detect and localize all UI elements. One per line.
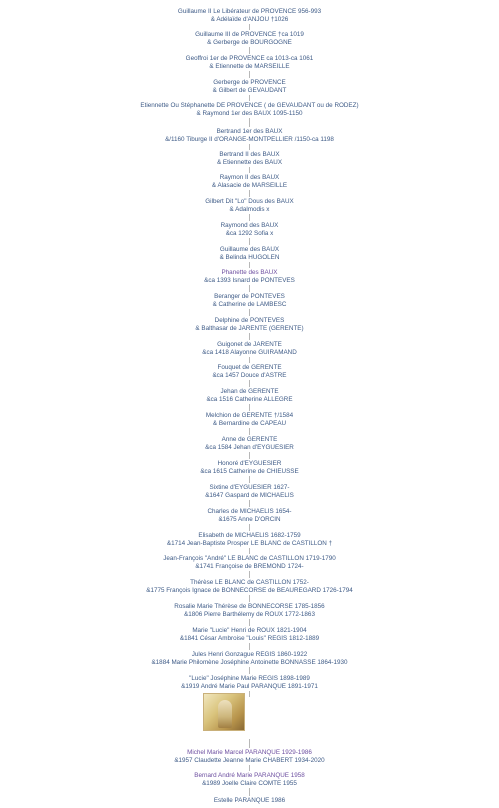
person-line[interactable]: Gilbert Dit "Lo" Dous des BAUX — [205, 198, 294, 205]
spouse-line[interactable]: &1989 Joelle Claire COMTE 1955 — [202, 779, 297, 787]
person-line[interactable]: Guillaume des BAUX — [219, 246, 280, 253]
generation-block — [0, 79, 499, 94]
generation-block — [0, 603, 499, 618]
lineage-connector — [249, 190, 250, 197]
spouse-line[interactable]: &1741 Françoise de BREMOND 1724- — [195, 562, 304, 570]
person-line[interactable]: Guigonet de JARENTE — [217, 341, 282, 348]
lineage-connector — [249, 765, 250, 771]
generation-block — [0, 412, 499, 427]
spouse-line[interactable]: &1806 Pierre Barthélemy de ROUX 1772-1863 — [184, 610, 315, 618]
person-line[interactable]: Gerberge de PROVENCE — [213, 79, 286, 86]
spouse-line[interactable]: & Etiennette de MARSEILLE — [209, 62, 290, 70]
person-line[interactable]: Fouquet de GERENTE — [217, 364, 282, 371]
person-line[interactable]: Anne de GERENTE — [221, 436, 278, 443]
person-line[interactable]: Honoré d'EYGUESIER — [217, 460, 282, 467]
person-line[interactable]: Guillaume II Le Libérateur de PROVENCE 956-993 — [177, 8, 322, 15]
spouse-line[interactable]: & Adalmodis x — [229, 205, 270, 213]
generation-block — [0, 293, 499, 308]
generation-block — [0, 388, 499, 403]
generation-block — [0, 532, 499, 547]
person-line[interactable]: Bernard André Marie PARANQUE 1958 — [194, 772, 305, 779]
generation-block — [0, 508, 499, 523]
lineage-connector — [249, 500, 250, 507]
lineage-connector — [249, 333, 250, 340]
lineage-connector — [249, 71, 250, 78]
spouse-line[interactable]: &ca 1418 Alayonne GUIRAMAND — [202, 348, 297, 356]
person-line[interactable]: Jehan de GERENTE — [220, 388, 279, 395]
spouse-line[interactable]: &1675 Anne D'ORCIN — [218, 515, 281, 523]
person-line[interactable]: Etiennette Ou Stéphanette DE PROVENCE ( de GEVAUDANT ou de RODEZ) — [140, 102, 359, 109]
generation-block — [0, 246, 499, 261]
person-line[interactable]: Geoffroi 1er de PROVENCE ca 1013-ca 1061 — [185, 55, 314, 62]
spouse-line[interactable]: &1714 Jean-Baptiste Prosper LE BLANC de CASTILLON † — [166, 539, 333, 547]
lineage-connector — [249, 667, 250, 674]
person-line[interactable]: Michel Marie Marcel PARANQUE 1929-1986 — [187, 749, 312, 756]
lineage-connector — [249, 571, 250, 578]
generation-block — [0, 484, 499, 499]
person-line[interactable]: Estelle PARANQUE 1986 — [213, 797, 286, 804]
lineage-connector — [249, 95, 250, 101]
generation-block — [0, 460, 499, 475]
lineage-connector — [249, 214, 250, 221]
lineage-connector — [249, 262, 250, 268]
person-line[interactable]: Bertrand II des BAUX — [219, 151, 280, 158]
lineage-connector — [249, 476, 250, 483]
spouse-line[interactable]: &ca 1292 Sofia x — [225, 229, 274, 237]
person-line[interactable]: Charles de MICHAELIS 1654- — [207, 508, 292, 515]
spouse-line[interactable]: &/1160 Tiburge II d'ORANGE-MONTPELLIER /1150-ca 1198 — [165, 135, 334, 143]
lineage-connector — [249, 428, 250, 435]
person-line[interactable]: Raymon II des BAUX — [219, 174, 280, 181]
person-line[interactable]: Delphine de PONTEVES — [214, 317, 285, 324]
spouse-line[interactable]: & Adélaïde d'ANJOU †1026 — [210, 15, 289, 23]
person-line[interactable]: Marie "Lucie" Henri de ROUX 1821-1904 — [192, 627, 307, 634]
lineage-connector — [249, 380, 250, 387]
person-line[interactable]: "Lucie" Joséphine Marie REGIS 1898-1989 — [189, 675, 310, 682]
spouse-line[interactable]: &ca 1457 Douce d'ASTRE — [212, 371, 287, 379]
lineage-connector — [249, 309, 250, 316]
generation-block — [0, 579, 499, 594]
lineage-connector — [249, 238, 250, 245]
spouse-line[interactable]: &1647 Gaspard de MICHAELIS — [205, 491, 294, 499]
spouse-line[interactable]: &1884 Marie Philomène Joséphine Antoinette BONNASSE 1864-1930 — [151, 658, 348, 666]
person-line[interactable]: Jules Henri Gonzague REGIS 1860-1922 — [191, 651, 308, 658]
generation-block — [0, 128, 499, 143]
lineage-connector — [249, 691, 250, 697]
photo-portrait-figure — [218, 700, 232, 728]
lineage-connector — [249, 739, 250, 748]
spouse-line[interactable]: &1919 André Marie Paul PARANQUE 1891-1971 — [181, 682, 318, 690]
spouse-line[interactable]: & Catherine de LAMBESC — [212, 300, 287, 308]
generation-block — [0, 436, 499, 451]
lineage-connector — [249, 643, 250, 650]
spouse-line[interactable]: &ca 1516 Catherine ALLEGRE — [206, 395, 293, 403]
spouse-line[interactable]: & Alasacie de MARSEILLE — [211, 181, 288, 189]
spouse-line[interactable]: &ca 1615 Catherine de CHIEUSSE — [200, 467, 299, 475]
person-line[interactable]: Thérèse LE BLANC de CASTILLON 1752- — [190, 579, 309, 586]
person-line[interactable]: Elisabeth de MICHAELIS 1682-1759 — [198, 532, 301, 539]
lineage-connector — [249, 24, 250, 30]
generation-block — [0, 364, 499, 379]
lineage-connector — [249, 118, 250, 127]
spouse-line[interactable]: &1957 Claudette Jeanne Marie CHABERT 1934-2020 — [174, 756, 325, 764]
generation-block — [0, 151, 499, 166]
generation-block — [0, 174, 499, 189]
spouse-line[interactable]: & Balthasar de JARENTE (GERENTE) — [195, 324, 304, 332]
spouse-line[interactable]: &ca 1584 Jehan d'EYGUESIER — [205, 443, 294, 451]
person-line[interactable]: Rosalie Marie Thérèse de BONNECORSE 1785-1856 — [174, 603, 325, 610]
generation-block — [0, 8, 499, 23]
generation-block — [0, 269, 499, 284]
lineage-connector — [249, 47, 250, 54]
family-photo — [203, 693, 245, 731]
lineage-connector — [249, 548, 250, 554]
person-line[interactable]: Raymond des BAUX — [220, 222, 279, 229]
person-line[interactable]: Melchion de GERENTE †/1584 — [205, 412, 294, 419]
spouse-line[interactable]: &1775 François Ignace de BONNECORSE de BEAUREGARD 1726-1794 — [146, 586, 353, 594]
generation-block — [0, 651, 499, 666]
generation-block — [0, 749, 499, 764]
person-line[interactable]: Beranger de PONTEVES — [214, 293, 285, 300]
generation-block — [0, 772, 499, 787]
lineage-connector — [249, 357, 250, 363]
spouse-line[interactable]: &1841 César Ambroise "Louis" REGIS 1812-1889 — [179, 634, 320, 642]
person-line[interactable]: Jean-François "André" LE BLANC de CASTILLON 1719-1790 — [163, 555, 336, 562]
lineage-connector — [249, 595, 250, 602]
spouse-line[interactable]: & Belinda HUGOLEN — [219, 253, 280, 261]
spouse-line[interactable]: & Etiennette des BAUX — [216, 158, 283, 166]
generation-block — [0, 797, 499, 805]
spouse-line[interactable]: &ca 1393 Isnard de PONTEVES — [204, 276, 295, 284]
spouse-line[interactable]: & Bernardine de CAPEAU — [212, 419, 287, 427]
generation-block — [0, 102, 499, 117]
generation-block — [0, 198, 499, 213]
person-line[interactable]: Phanette des BAUX — [221, 269, 278, 276]
lineage-connector — [249, 788, 250, 796]
lineage-connector — [249, 144, 250, 150]
generation-block — [0, 55, 499, 70]
generation-block — [0, 675, 499, 690]
generation-block — [0, 31, 499, 46]
spouse-line[interactable]: & Raymond 1er des BAUX 1095-1150 — [196, 109, 303, 117]
person-line[interactable]: Sixtine d'EYGUESIER 1627- — [209, 484, 290, 491]
lineage-connector — [249, 452, 250, 459]
lineage-connector — [249, 167, 250, 173]
generation-block — [0, 627, 499, 642]
generation-block — [0, 222, 499, 237]
lineage-connector — [249, 285, 250, 292]
spouse-line[interactable]: & Gilbert de GEVAUDANT — [212, 86, 287, 94]
lineage-connector — [249, 524, 250, 531]
person-line[interactable]: Guillaume III de PROVENCE †ca 1019 — [195, 31, 304, 38]
spouse-line[interactable]: & Gerberge de BOURGOGNE — [207, 38, 292, 46]
lineage-connector — [249, 404, 250, 411]
lineage-connector — [249, 619, 250, 626]
generation-block — [0, 317, 499, 332]
generation-block — [0, 555, 499, 570]
person-line[interactable]: Bertrand 1er des BAUX — [216, 128, 283, 135]
generation-block — [0, 341, 499, 356]
